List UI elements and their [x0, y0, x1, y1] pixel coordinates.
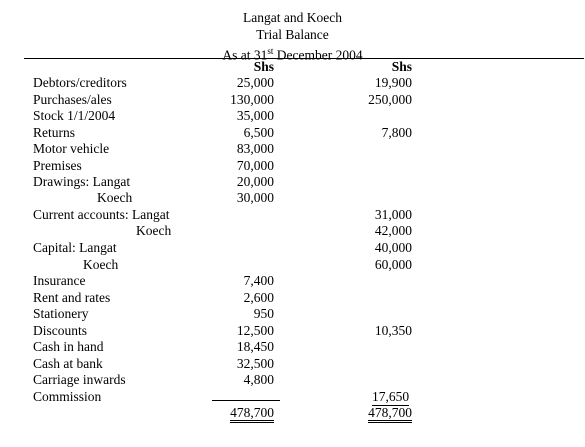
credit-amount: 60,000	[374, 257, 412, 272]
credit-amount: 7,800	[381, 125, 412, 140]
ledger-row	[0, 339, 585, 355]
ledger-row	[0, 290, 585, 306]
ledger-row	[0, 108, 585, 124]
credit-amount: 40,000	[374, 240, 412, 255]
debit-amount: 25,000	[236, 75, 274, 90]
credit-total-value: 478,700	[368, 405, 412, 423]
account-label: Koech	[83, 257, 119, 272]
account-label: Commission	[33, 389, 102, 404]
ledger-row	[0, 223, 585, 239]
debit-amount: 950	[253, 306, 274, 321]
account-label: Drawings: Langat	[33, 174, 131, 189]
ledger-row	[0, 306, 585, 322]
account-label: Koech	[97, 190, 133, 205]
debit-total-value: 478,700	[230, 405, 274, 423]
statement-date	[0, 43, 585, 64]
debit-column-header: Shs	[253, 59, 274, 74]
credit-amount: 42,000	[374, 223, 412, 238]
ledger-row	[0, 174, 585, 190]
account-label: Discounts	[33, 323, 87, 338]
account-label: Current accounts: Langat	[33, 207, 170, 222]
credit-amount: 250,000	[368, 92, 412, 107]
ledger-row	[0, 273, 585, 289]
credit-amount: 31,000	[374, 207, 412, 222]
debit-amount: 2,600	[243, 290, 274, 305]
debit-amount: 12,500	[236, 323, 274, 338]
company-name: Langat and Koech	[243, 10, 342, 25]
ledger-row	[0, 92, 585, 108]
debit-amount: 35,000	[236, 108, 274, 123]
account-label: Koech	[136, 223, 172, 238]
debit-amount: 83,000	[236, 141, 274, 156]
credit-amount: 19,900	[374, 75, 412, 90]
ledger-row	[0, 240, 585, 256]
account-label: Cash at bank	[33, 356, 103, 371]
credit-total	[332, 405, 412, 421]
debit-amount: 7,400	[243, 273, 274, 288]
account-label: Premises	[33, 158, 82, 173]
credit-amount: 10,350	[374, 323, 412, 338]
ledger-row	[0, 257, 585, 273]
debit-amount: 18,450	[236, 339, 274, 354]
date-prefix: As at 31	[222, 47, 268, 63]
debit-amount: 20,000	[236, 174, 274, 189]
account-label: Capital: Langat	[33, 240, 117, 255]
credit-amount: 17,650	[372, 389, 410, 404]
account-label: Stationery	[33, 306, 89, 321]
debit-amount: 6,500	[243, 125, 274, 140]
account-label: Rent and rates	[33, 290, 111, 305]
account-label: Purchases/ales	[33, 92, 112, 107]
account-label: Returns	[33, 125, 75, 140]
debit-total-rule	[212, 400, 280, 401]
ledger-row	[0, 389, 585, 405]
account-label: Carriage inwards	[33, 372, 126, 387]
account-label: Motor vehicle	[33, 141, 110, 156]
ledger-row	[0, 141, 585, 157]
ledger-row	[0, 158, 585, 174]
credit-column-header: Shs	[391, 59, 412, 74]
debit-amount: 32,500	[236, 356, 274, 371]
ledger-row	[0, 75, 585, 91]
debit-amount: 70,000	[236, 158, 274, 173]
account-label: Insurance	[33, 273, 86, 288]
account-label: Cash in hand	[33, 339, 104, 354]
statement-title: Trial Balance	[256, 27, 329, 42]
ledger-row	[0, 372, 585, 388]
account-label: Stock 1/1/2004	[33, 108, 116, 123]
account-label: Debtors/creditors	[33, 75, 127, 90]
debit-amount: 4,800	[243, 372, 274, 387]
ledger-row	[0, 190, 585, 206]
debit-amount: 30,000	[236, 190, 274, 205]
ledger-row	[0, 356, 585, 372]
debit-amount: 130,000	[230, 92, 274, 107]
ledger-row	[0, 207, 585, 223]
heading-rule	[24, 58, 584, 59]
date-suffix: December 2004	[273, 47, 363, 63]
date-ordinal: st	[267, 46, 274, 56]
debit-total	[194, 405, 274, 421]
ledger-row	[0, 323, 585, 339]
ledger-row	[0, 125, 585, 141]
